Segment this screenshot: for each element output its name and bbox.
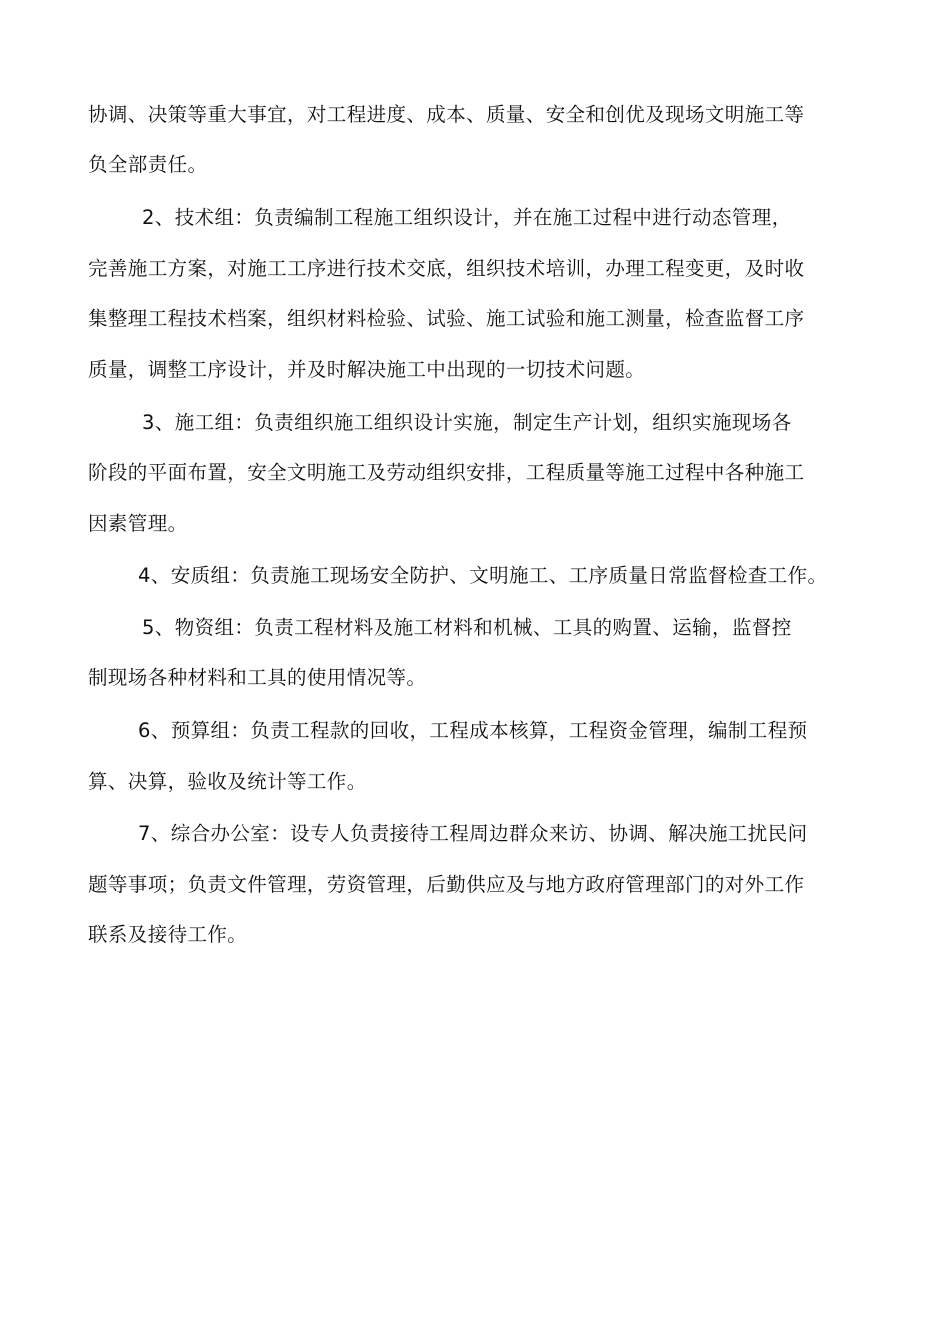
- text-line: 协调、决策等重大事宜，对工程进度、成本、质量、安全和创优及现场文明施工等: [88, 103, 805, 126]
- text-line: 联系及接待工作。: [88, 923, 248, 946]
- text-line: 阶段的平面布置，安全文明施工及劳动组织安排，工程质量等施工过程中各种施工: [88, 461, 805, 484]
- text-line: 负全部责任。: [88, 153, 208, 176]
- text-line: 集整理工程技术档案，组织材料检验、试验、施工试验和施工测量，检查监督工序: [88, 307, 805, 330]
- paragraph-heading-line: 7、综合办公室：设专人负责接待工程周边群众来访、协调、解决施工扰民问: [138, 822, 808, 845]
- paragraph-heading-line: 2、技术组：负责编制工程施工组织设计，并在施工过程中进行动态管理，: [142, 206, 792, 229]
- paragraph-heading-line: 6、预算组：负责工程款的回收，工程成本核算，工程资金管理，编制工程预: [138, 719, 808, 742]
- text-line: 算、决算，验收及统计等工作。: [88, 770, 367, 793]
- text-line: 质量，调整工序设计，并及时解决施工中出现的一切技术问题。: [88, 358, 646, 381]
- text-line: 题等事项；负责文件管理，劳资管理，后勤供应及与地方政府管理部门的对外工作: [88, 873, 805, 896]
- paragraph-heading-line: 4、安质组：负责施工现场安全防护、文明施工、工序质量日常监督检查工作。: [138, 564, 828, 587]
- text-line: 完善施工方案，对施工工序进行技术交底，组织技术培训，办理工程变更，及时收: [88, 257, 805, 280]
- text-line: 制现场各种材料和工具的使用情况等。: [88, 666, 427, 689]
- paragraph-heading-line: 3、施工组：负责组织施工组织设计实施，制定生产计划，组织实施现场各: [142, 411, 792, 434]
- text-line: 因素管理。: [88, 512, 188, 535]
- paragraph-heading-line: 5、物资组：负责工程材料及施工材料和机械、工具的购置、运输，监督控: [142, 616, 792, 639]
